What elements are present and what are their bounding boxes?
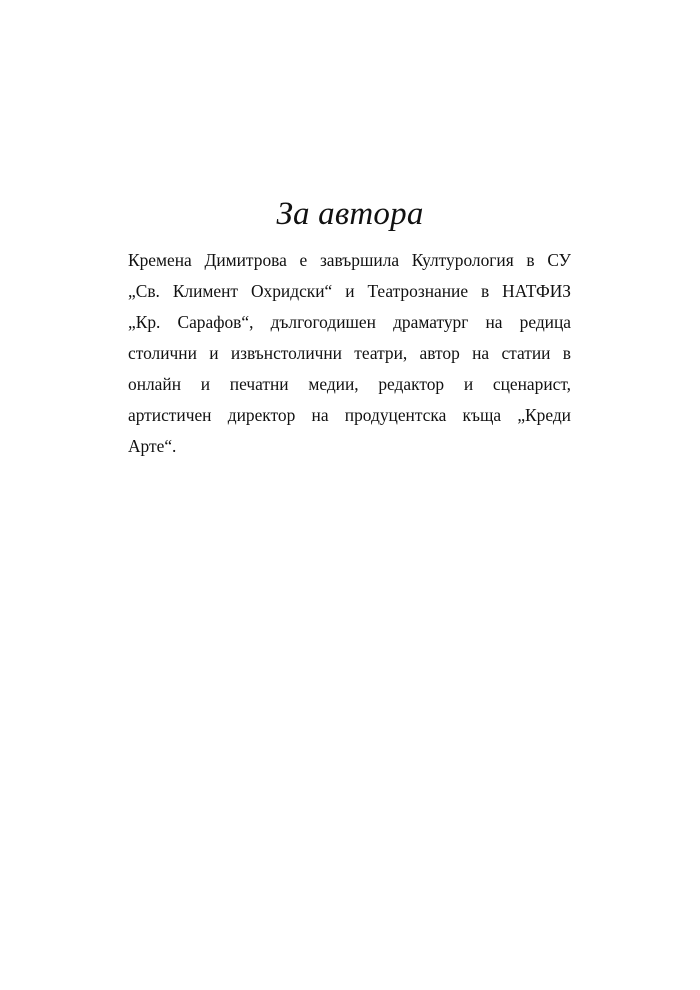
- paragraph-line: столични и извънстолични театри, автор на статии в: [128, 343, 571, 363]
- paragraph-line: Кремена Димитрова е завършила Културология в СУ: [128, 250, 571, 270]
- paragraph-line: Арте“.: [128, 436, 177, 456]
- page-title: За автора: [276, 196, 424, 232]
- author-bio-paragraph: [128, 245, 571, 462]
- paragraph-line: артистичен директор на продуцентска къща „Креди: [128, 405, 571, 425]
- paragraph-line: „Св. Климент Охридски“ и Театрознание в НАТФИЗ: [128, 281, 571, 301]
- paragraph-line: „Кр. Сарафов“, дългогодишен драматург на редица: [128, 312, 571, 332]
- paragraph-line: онлайн и печатни медии, редактор и сценарист,: [128, 374, 571, 394]
